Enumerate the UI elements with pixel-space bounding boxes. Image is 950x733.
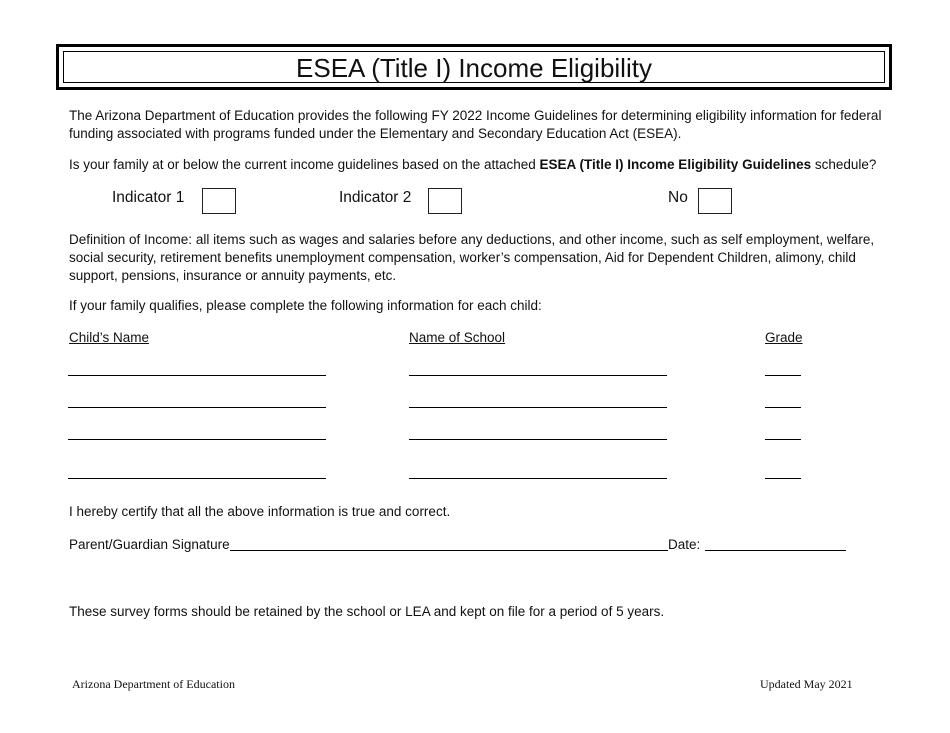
grade-field[interactable] (765, 439, 801, 440)
certification-statement: I hereby certify that all the above information is true and correct. (69, 504, 451, 519)
column-header-school: Name of School (409, 330, 506, 345)
title-box (56, 44, 892, 90)
school-name-field[interactable] (409, 407, 667, 408)
date-line[interactable] (705, 550, 846, 551)
question-suffix: schedule? (811, 157, 877, 172)
signature-line[interactable] (230, 550, 668, 551)
title-inner-frame (63, 51, 885, 83)
date-label: Date: (668, 537, 701, 552)
grade-field[interactable] (765, 478, 801, 479)
retention-notice: These survey forms should be retained by the school or LEA and kept on file for a period of 5 years. (69, 604, 665, 619)
intro-paragraph: The Arizona Department of Education provides the following FY 2022 Income Guidelines for determining eligibility information for federal funding associated with programs funded under the Elementary and Secondary Education Act (ESEA). (69, 108, 882, 141)
signature-label: Parent/Guardian Signature (69, 537, 230, 552)
indicator-1-label: Indicator 1 (112, 189, 185, 206)
child-name-field[interactable] (68, 478, 326, 479)
eligibility-question (69, 156, 883, 174)
footer-updated-date: Updated May 2021 (760, 677, 853, 691)
no-label: No (668, 189, 688, 206)
no-checkbox[interactable] (698, 188, 732, 214)
page-title: ESEA (Title I) Income Eligibility (296, 53, 652, 83)
column-header-grade: Grade (765, 330, 803, 345)
income-definition: Definition of Income: all items such as wages and salaries before any deductions, and other income, such as self employment, welfare, social security, retirement benefits unemployment compensation, worker’s compensation, Aid for Dependent Children, alimony, child support, pensions, insurance or annuity payments, etc. (69, 232, 875, 283)
grade-field[interactable] (765, 375, 801, 376)
question-prefix: Is your family at or below the current income guidelines based on the attached (69, 157, 540, 172)
school-name-field[interactable] (409, 439, 667, 440)
indicator-2-checkbox[interactable] (428, 188, 462, 214)
column-header-child-name: Child’s Name (69, 330, 150, 345)
school-name-field[interactable] (409, 478, 667, 479)
child-name-field[interactable] (68, 407, 326, 408)
footer-organization: Arizona Department of Education (72, 677, 235, 691)
child-name-field[interactable] (68, 439, 326, 440)
grade-field[interactable] (765, 407, 801, 408)
question-bold-title: ESEA (Title I) Income Eligibility Guidelines (539, 157, 812, 172)
child-name-field[interactable] (68, 375, 326, 376)
indicator-1-checkbox[interactable] (202, 188, 236, 214)
indicator-2-label: Indicator 2 (339, 189, 412, 206)
qualify-instruction: If your family qualifies, please complete the following information for each child: (69, 298, 542, 313)
school-name-field[interactable] (409, 375, 667, 376)
